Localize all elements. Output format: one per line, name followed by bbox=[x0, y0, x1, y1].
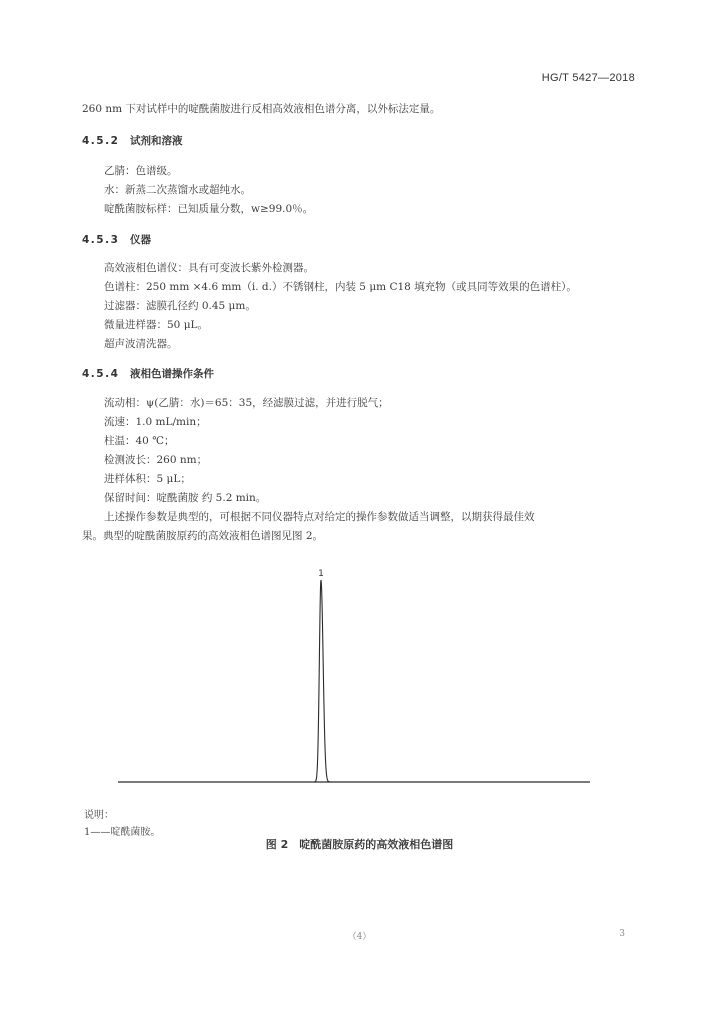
note-paragraph-line1: 上述操作参数是典型的，可根据不同仪器特点对给定的操作参数做适当调整，以期获得最佳效 bbox=[104, 511, 535, 523]
list-item: 保留时间：啶酰菌胺 约 5.2 min。 bbox=[104, 492, 267, 504]
section-title: 试剂和溶液 bbox=[130, 135, 183, 147]
list-item: 流速：1.0 mL/min； bbox=[104, 416, 207, 428]
footer-center-mark: （4） bbox=[347, 932, 372, 942]
list-item: 色谱柱：250 mm ×4.6 mm（i. d.）不锈钢柱，内装 5 μm C18 填充物（或具同等效果的色谱柱）。 bbox=[104, 281, 577, 293]
list-item: 进样体积：5 μL； bbox=[104, 473, 191, 485]
chromatogram-chart bbox=[118, 568, 592, 790]
list-item: 柱温：40 ℃； bbox=[104, 435, 175, 447]
list-item: 高效液相色谱仪：具有可变波长紫外检测器。 bbox=[104, 262, 314, 274]
section-title: 仪器 bbox=[130, 234, 151, 246]
note-paragraph-line2: 果。典型的啶酰菌胺原药的高效液相色谱图见图 2。 bbox=[82, 530, 324, 542]
intro-line: 260 nm 下对试样中的啶酰菌胺进行反相高效液相色谱分离，以外标法定量。 bbox=[82, 103, 441, 115]
section-heading-4-5-2 bbox=[82, 133, 183, 148]
section-title: 液相色谱操作条件 bbox=[130, 368, 214, 380]
legend-item: 1——啶酰菌胺。 bbox=[84, 827, 161, 838]
legend-title: 说明： bbox=[84, 810, 114, 821]
page-number: 3 bbox=[619, 929, 625, 939]
list-item: 流动相：ψ(乙腈：水)＝65：35，经滤膜过滤，并进行脱气； bbox=[104, 397, 389, 409]
list-item: 检测波长：260 nm； bbox=[104, 454, 208, 466]
list-item: 水：新蒸二次蒸馏水或超纯水。 bbox=[104, 184, 251, 196]
section-number: 4.5.3 bbox=[82, 234, 120, 246]
chromatogram-peak bbox=[309, 580, 337, 782]
section-number: 4.5.2 bbox=[82, 135, 120, 147]
standard-code: HG/T 5427—2018 bbox=[541, 72, 635, 84]
section-number: 4.5.4 bbox=[82, 368, 120, 380]
list-item: 乙腈：色谱级。 bbox=[104, 165, 178, 177]
list-item: 微量进样器：50 μL。 bbox=[104, 319, 208, 331]
section-heading-4-5-3 bbox=[82, 232, 151, 247]
list-item: 过滤器：滤膜孔径约 0.45 μm。 bbox=[104, 300, 256, 312]
peak-label: 1 bbox=[318, 569, 324, 579]
section-heading-4-5-4 bbox=[82, 366, 214, 381]
list-item: 啶酰菌胺标样：已知质量分数，w≥99.0％。 bbox=[104, 203, 314, 215]
list-item: 超声波清洗器。 bbox=[104, 338, 178, 350]
figure-caption: 图 2 啶酰菌胺原药的高效液相色谱图 bbox=[265, 838, 454, 851]
